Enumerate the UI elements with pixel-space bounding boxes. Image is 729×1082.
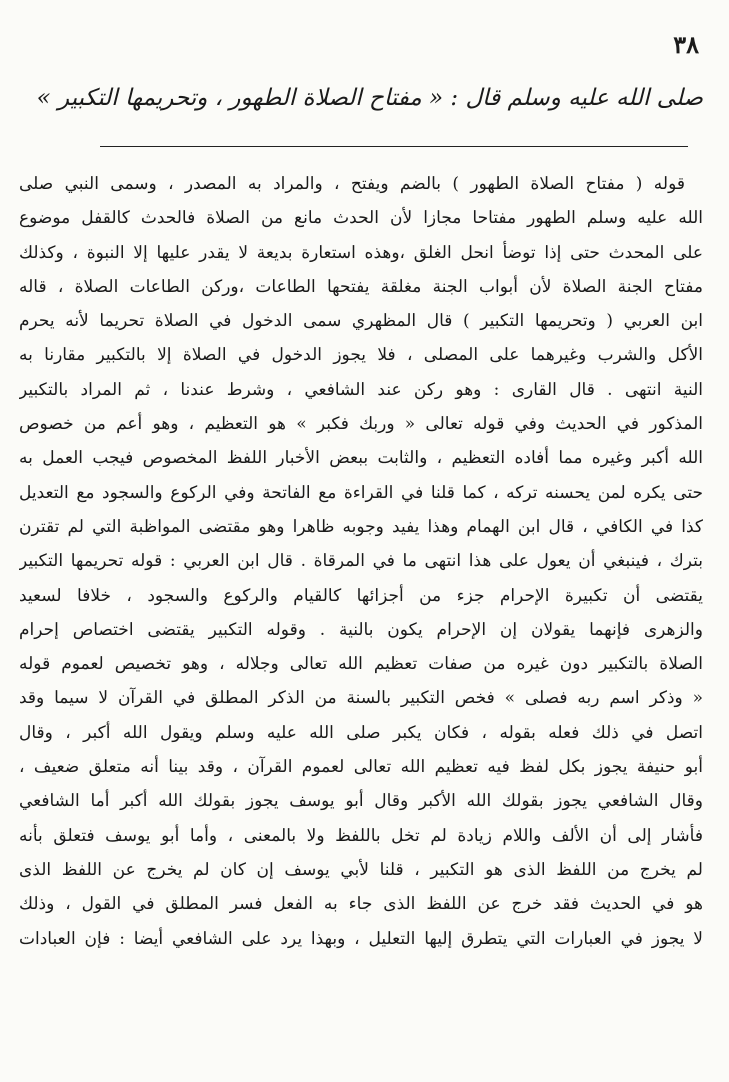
commentary-line: فأشار إلى أن الألف واللام زيادة لم تخل باللفظ ولا بالمعنى ، وأما أبو يوسف فتعلق بأنه [19,825,703,846]
commentary-line: لم يخرج من اللفظ الذى هو التكبير ، قلنا لأبي يوسف إن كان لم يخرج عن اللفظ الذى [19,859,703,880]
page-number: ٣٨ [673,30,699,59]
commentary-body [19,167,703,956]
commentary-line: الصلاة بالتكبير دون غيره من صفات تعظيم الله تعالى وجلاله ، وهو تخصيص لعموم قوله [19,654,703,675]
commentary-line: اتصل في ذلك فعله بقوله ، فكان يكبر صلى الله عليه وسلم ويقول الله أكبر ، وقال [19,722,703,743]
commentary-line: والزهرى فإنهما يقولان إن الإحرام يكون بالنية . وقوله التكبير يقتضى اختصاص إحرام [19,619,703,640]
commentary-line: ابن العربي ( وتحريمها التكبير ) قال المظهري سمى الدخول في الصلاة تحريما لأنه يحرم [19,311,703,332]
commentary-line: حتى يكره لمن يحسنه تركه ، كما قلنا في القراءة مع الفاتحة وفي الركوع والسجود مع التعديل [19,482,703,503]
commentary-line: أبو حنيفة يجوز بكل لفظ فيه تعظيم الله تعالى لعموم القرآن ، وقد بينا أنه متعلق ضعيف ، [19,757,703,778]
commentary-line: « وذكر اسم ربه فصلى » فخص التكبير بالسنة من الذكر المطلق في القرآن لا سيما وقد [19,688,703,709]
commentary-line: هو في الحديث فقد خرج عن اللفظ الذى جاء به الفعل فسر المطلق في القول ، وذلك [19,894,703,915]
commentary-line: المذكور في الحديث وفي قوله تعالى « وربك فكبر » هو التعظيم ، وهو أعم من خصوص [19,414,703,435]
commentary-line: قوله ( مفتاح الصلاة الطهور ) بالضم ويفتح ، والمراد به المصدر ، وسمى النبي صلى [19,174,685,194]
hadith-text: صلى الله عليه وسلم قال : « مفتاح الصلاة الطهور ، وتحريمها التكبير » [36,85,703,111]
divider-rule [100,146,688,147]
commentary-line: النية انتهى . قال القارى : وهو ركن عند الشافعي ، وشرط عندنا ، ثم المراد بالتكبير [19,379,703,400]
commentary-line: كذا في الكافي ، قال ابن الهمام وهذا يفيد وجوبه ظاهرا وهو مقتضى المواظبة التي لم تقترن [19,516,703,537]
commentary-line: مفتاح الجنة الصلاة لأن أبواب الجنة مغلقة يفتحها الطاعات ،وركن الطاعات الصلاة ، قاله [19,276,703,297]
commentary-line: بترك ، فينبغي أن يعول على هذا انتهى ما في المرقاة . قال ابن العربي : قوله تحريمها التكبير [19,551,703,572]
commentary-line: لا يجوز في العبارات التي يتطرق إليها التعليل ، وبهذا يرد على الشافعي أيضا : فإن العبادات [19,928,703,949]
commentary-line: الله أكبر وغيره مما أفاده التعظيم ، والثابت ببعض الأخبار اللفظ المخصوص فيجب العمل به [19,448,703,469]
commentary-line: الأكل والشرب وغيرهما على المصلى ، فلا يجوز الدخول في الصلاة إلا بالتكبير مقارنا به [19,345,703,366]
commentary-line: وقال الشافعي يجوز بقولك الله الأكبر وقال أبو يوسف يجوز بقولك الله أكبر أما الشافعي [19,791,703,812]
commentary-line: يقتضى أن تكبيرة الإحرام جزء من أجزائها كالقيام والركوع والسجود ، خلافا لسعيد [19,585,703,606]
commentary-line: على المحدث حتى إذا توضأ انحل الغلق ،وهذه استعارة بديعة لا يقدر عليها إلا النبوة ، وكذلك [19,242,703,263]
commentary-line: الله عليه وسلم الطهور مفتاحا مجازا لأن الحدث مانع من الصلاة فالحدث كالقفل موضوع [19,208,703,229]
